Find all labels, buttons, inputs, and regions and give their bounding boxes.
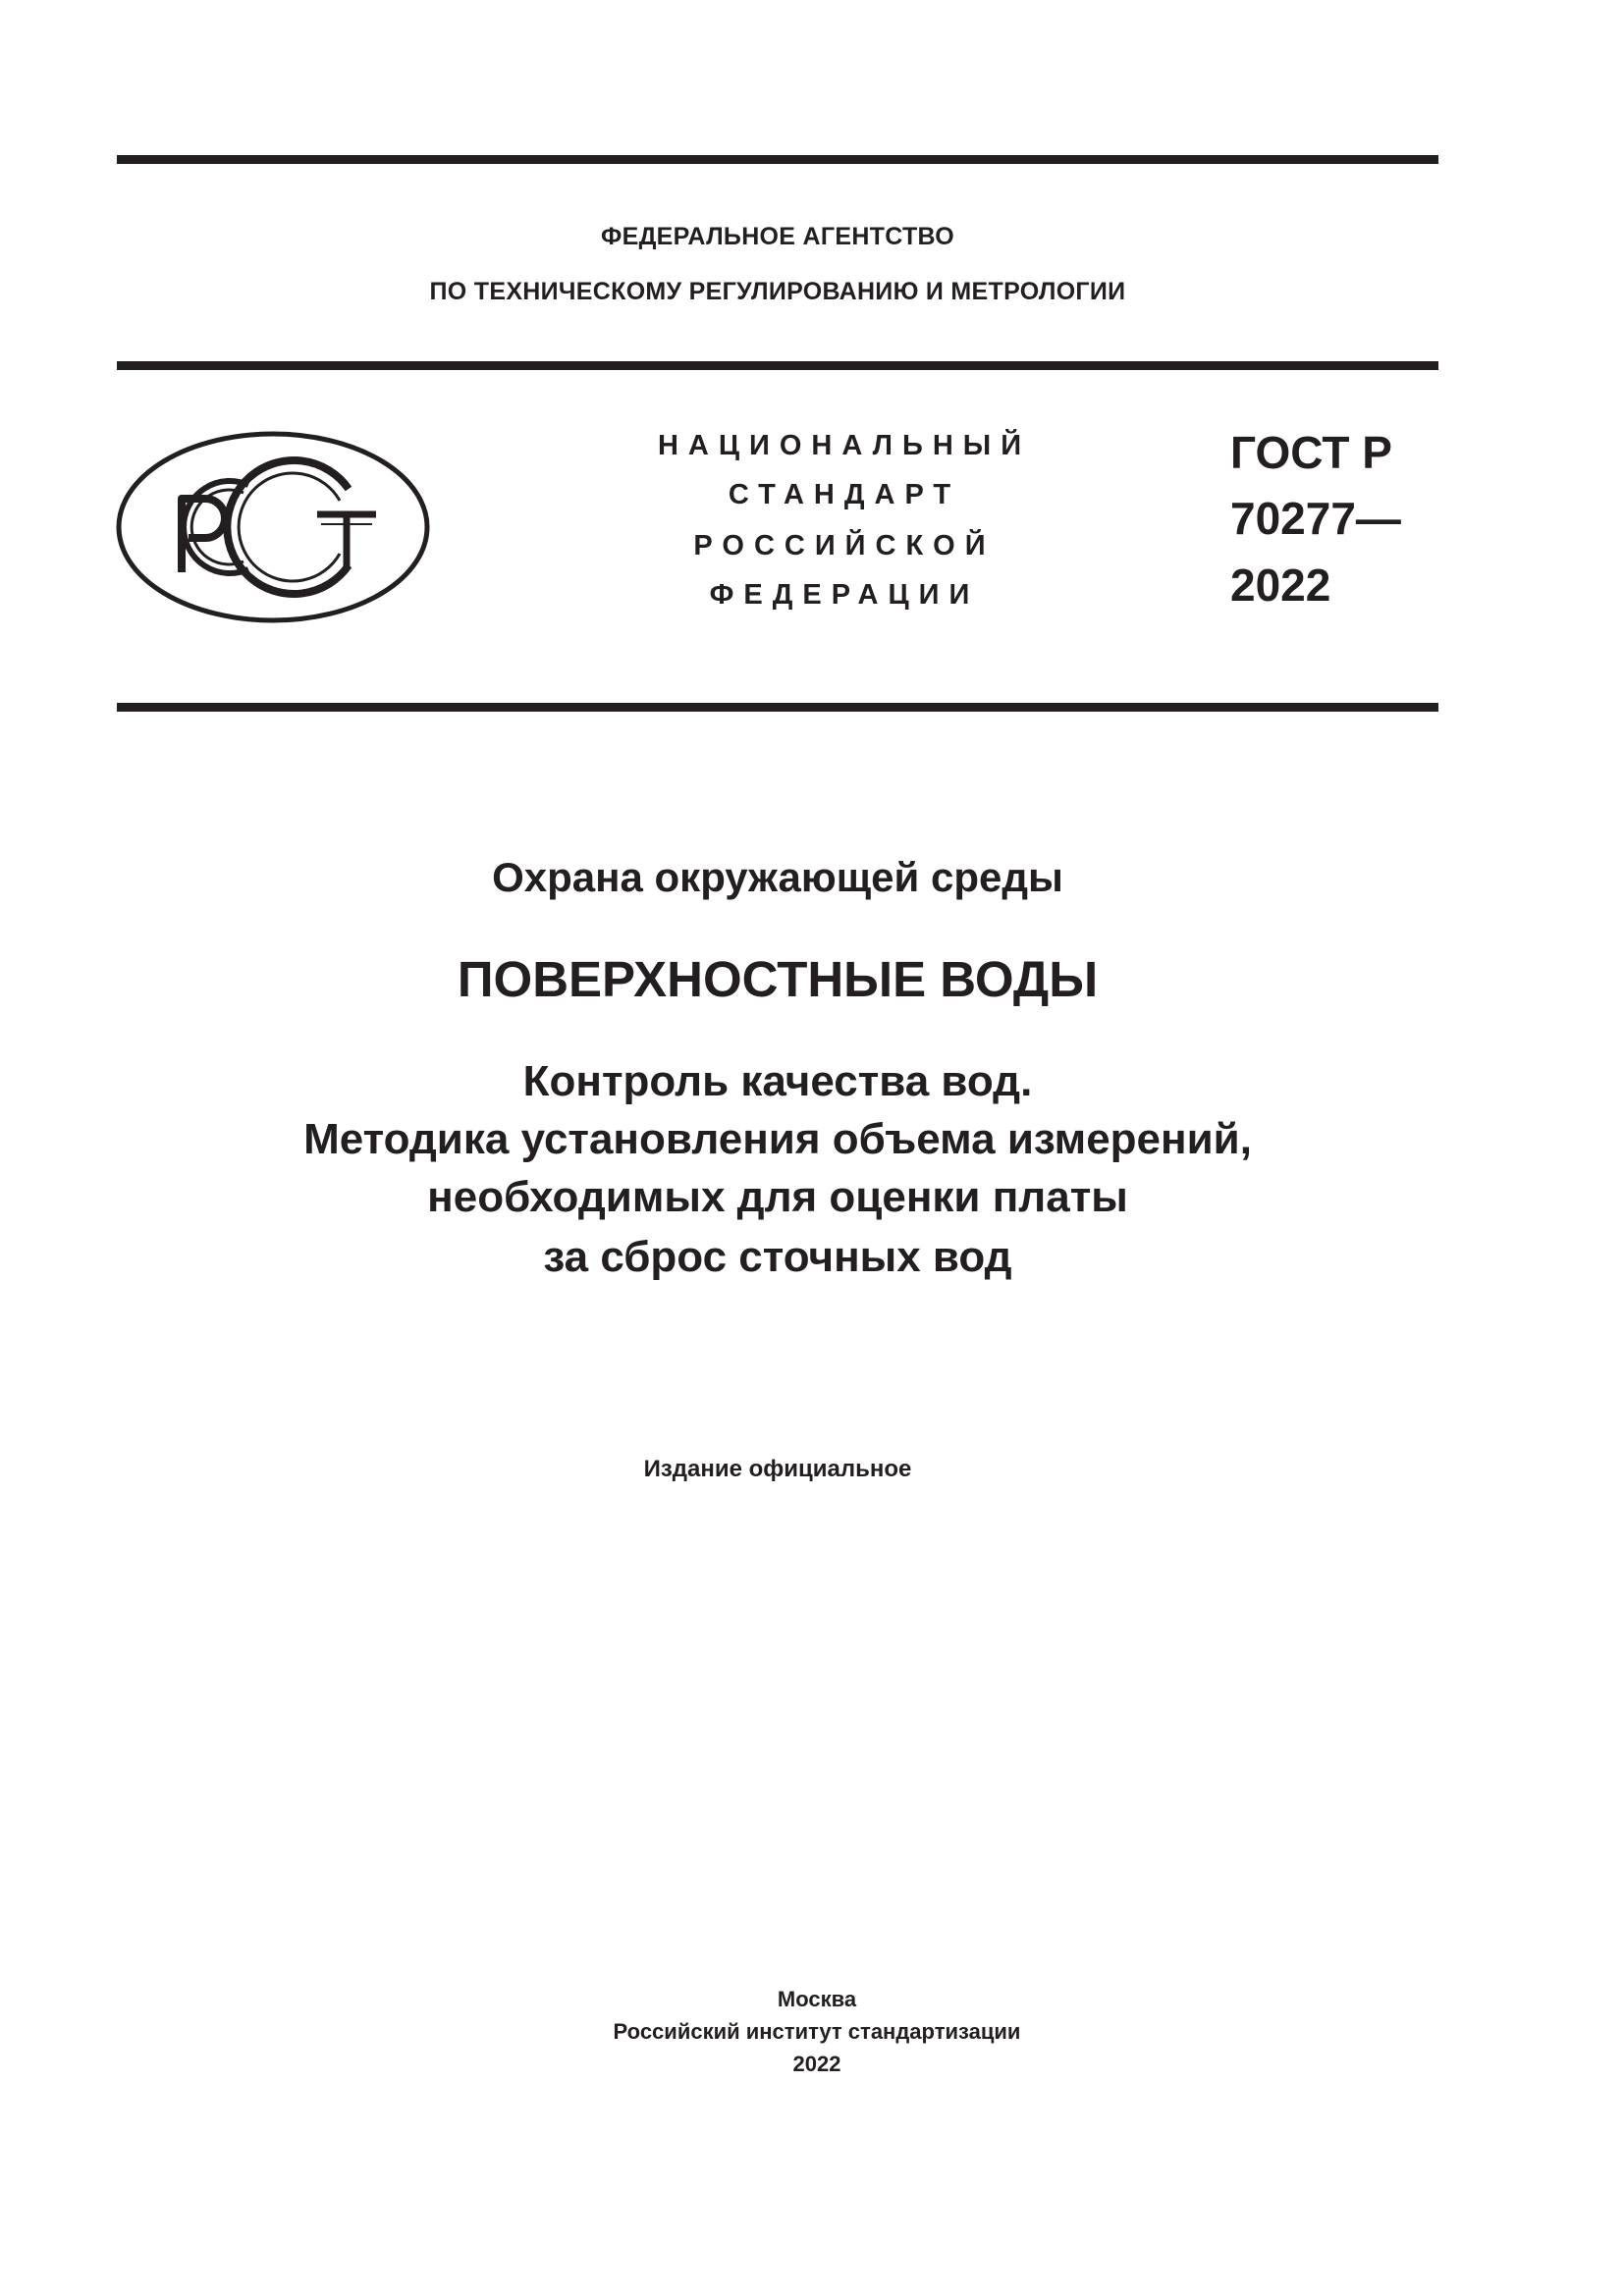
document-main-title: ПОВЕРХНОСТНЫЕ ВОДЫ xyxy=(457,951,1099,1007)
document-subtitle-line-3: необходимых для оценки платы xyxy=(427,1173,1128,1221)
section-rule xyxy=(117,703,1438,712)
top-rule xyxy=(117,155,1438,164)
standard-designation-number: 70277— xyxy=(1230,493,1401,544)
edition-note: Издание официальное xyxy=(643,1456,912,1482)
document-subtitle-line-4: за сброс сточных вод xyxy=(543,1233,1012,1281)
document-field-title: Охрана окружающей среды xyxy=(492,854,1063,900)
imprint-year: 2022 xyxy=(792,2052,841,2076)
national-standard-line-2: СТАНДАРТ xyxy=(728,479,961,510)
national-standard-line-1: НАЦИОНАЛЬНЫЙ xyxy=(657,430,1032,461)
document-subtitle-line-1: Контроль качества вод. xyxy=(522,1057,1033,1105)
national-standard-line-4: ФЕДЕРАЦИИ xyxy=(709,579,980,611)
agency-name-line-1: ФЕДЕРАЛЬНОЕ АГЕНТСТВО xyxy=(600,223,955,250)
imprint-publisher: Российский институт стандартизации xyxy=(613,2019,1021,2044)
header-rule xyxy=(117,361,1438,370)
imprint-city: Москва xyxy=(777,1987,857,2011)
standard-designation-year: 2022 xyxy=(1230,560,1331,611)
standard-designation-prefix: ГОСТ Р xyxy=(1230,427,1392,478)
rst-certification-mark-icon xyxy=(115,430,431,624)
agency-name-line-2: ПО ТЕХНИЧЕСКОМУ РЕГУЛИРОВАНИЮ И МЕТРОЛОГИИ xyxy=(429,278,1126,305)
national-standard-line-3: РОССИЙСКОЙ xyxy=(693,530,996,561)
document-subtitle-line-2: Методика установления объема измерений, xyxy=(303,1115,1252,1163)
